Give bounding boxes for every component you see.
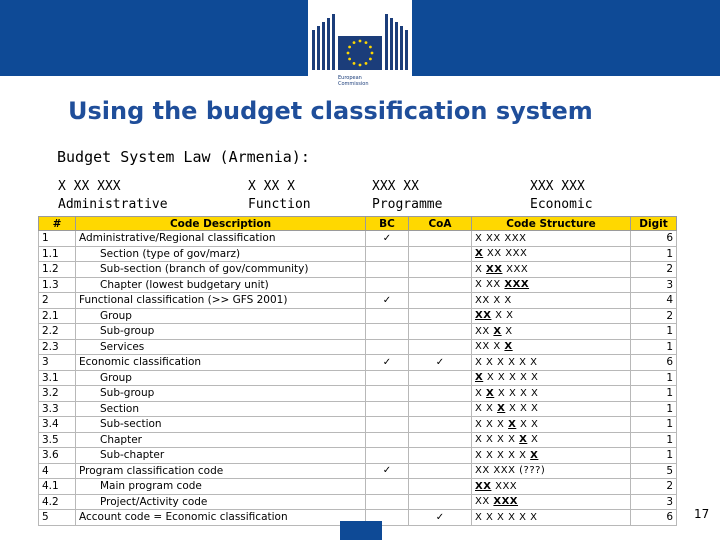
row-number: 4.2 xyxy=(39,494,76,510)
bc-check xyxy=(366,308,409,324)
row-number: 3.6 xyxy=(39,448,76,464)
code-highlight: X xyxy=(486,387,495,399)
code-prefix: X XX XXX xyxy=(475,232,527,244)
row-digit: 5 xyxy=(631,463,677,479)
row-description: Section (type of gov/marz) xyxy=(76,246,366,262)
code-prefix: XX xyxy=(475,325,494,337)
row-description: Functional classification (>> GFS 2001) xyxy=(76,293,366,309)
coa-check xyxy=(409,231,472,247)
table-row xyxy=(39,370,677,386)
table-row xyxy=(39,448,677,464)
code-structure xyxy=(472,277,631,293)
bc-check xyxy=(366,463,409,479)
code-highlight: XXX xyxy=(504,279,530,291)
code-prefix: X X X X X X xyxy=(475,511,538,523)
row-description: Sub-section xyxy=(76,417,366,433)
coa-check xyxy=(409,494,472,510)
label-code: XXX XXX xyxy=(530,179,585,194)
row-description: Chapter xyxy=(76,432,366,448)
code-structure xyxy=(472,510,631,526)
bc-check xyxy=(366,324,409,340)
row-number: 3.4 xyxy=(39,417,76,433)
row-number: 2 xyxy=(39,293,76,309)
code-suffix: XXX xyxy=(502,263,529,275)
table-row xyxy=(39,308,677,324)
code-highlight: X xyxy=(475,248,484,260)
row-number: 4 xyxy=(39,463,76,479)
coa-check xyxy=(409,448,472,464)
row-number: 2.3 xyxy=(39,339,76,355)
row-description: Section xyxy=(76,401,366,417)
row-number: 1.2 xyxy=(39,262,76,278)
row-digit: 6 xyxy=(631,231,677,247)
row-number: 2.1 xyxy=(39,308,76,324)
row-digit: 1 xyxy=(631,246,677,262)
row-digit: 1 xyxy=(631,386,677,402)
row-digit: 6 xyxy=(631,510,677,526)
bc-check xyxy=(366,355,409,371)
footer-bar xyxy=(340,521,382,540)
table-row xyxy=(39,324,677,340)
table-row xyxy=(39,339,677,355)
code-structure xyxy=(472,417,631,433)
coa-check xyxy=(409,401,472,417)
table-body xyxy=(39,231,677,526)
code-prefix: X X X X xyxy=(475,434,520,446)
table-row xyxy=(39,355,677,371)
bc-check xyxy=(366,370,409,386)
code-suffix: X X xyxy=(516,418,539,430)
bc-check xyxy=(366,479,409,495)
coa-check xyxy=(409,293,472,309)
code-structure xyxy=(472,386,631,402)
check-icon: ✓ xyxy=(435,511,445,523)
bc-check xyxy=(366,277,409,293)
check-icon: ✓ xyxy=(382,232,392,244)
slide-title: Using the budget classification system xyxy=(68,97,593,125)
bc-check xyxy=(366,293,409,309)
table-row xyxy=(39,401,677,417)
row-number: 3.2 xyxy=(39,386,76,402)
row-description: Sub-group xyxy=(76,386,366,402)
label-programme xyxy=(372,178,442,214)
row-description: Sub-section (branch of gov/community) xyxy=(76,262,366,278)
code-highlight: XXX xyxy=(493,496,519,508)
row-digit: 1 xyxy=(631,448,677,464)
label-code: XXX XX xyxy=(372,179,419,194)
coa-check xyxy=(409,308,472,324)
row-digit: 1 xyxy=(631,339,677,355)
check-icon: ✓ xyxy=(382,294,392,306)
coa-check xyxy=(409,355,472,371)
row-description: Group xyxy=(76,308,366,324)
header-num: # xyxy=(39,217,76,231)
row-number: 5 xyxy=(39,510,76,526)
coa-check xyxy=(409,479,472,495)
label-name: Administrative xyxy=(58,197,168,212)
bc-check xyxy=(366,262,409,278)
coa-check xyxy=(409,463,472,479)
label-code: X XX XXX xyxy=(58,179,121,194)
row-digit: 1 xyxy=(631,370,677,386)
row-description: Main program code xyxy=(76,479,366,495)
label-economic xyxy=(530,178,593,214)
coa-check xyxy=(409,417,472,433)
row-description: Account code = Economic classification xyxy=(76,510,366,526)
code-suffix: X X X X xyxy=(494,387,539,399)
row-description: Project/Activity code xyxy=(76,494,366,510)
table-row xyxy=(39,432,677,448)
row-digit: 2 xyxy=(631,262,677,278)
code-highlight: X xyxy=(519,434,528,446)
code-highlight: XX xyxy=(486,263,503,275)
code-prefix: XX X xyxy=(475,341,505,353)
code-suffix: X X xyxy=(491,310,514,322)
code-structure xyxy=(472,324,631,340)
table-row xyxy=(39,479,677,495)
page-number: 17 xyxy=(694,507,710,521)
coa-check xyxy=(409,262,472,278)
code-prefix: X xyxy=(475,263,487,275)
header-coa: CoA xyxy=(409,217,472,231)
bc-check xyxy=(366,246,409,262)
code-highlight: X xyxy=(475,372,484,384)
bc-check xyxy=(366,386,409,402)
code-structure xyxy=(472,370,631,386)
row-digit: 2 xyxy=(631,308,677,324)
slide-subtitle: Budget System Law (Armenia): xyxy=(57,148,310,166)
code-suffix: XXX xyxy=(491,480,518,492)
code-highlight: XX xyxy=(475,310,492,322)
code-suffix: X xyxy=(527,434,539,446)
code-suffix: XX XXX xyxy=(483,248,528,260)
code-prefix: X X X xyxy=(475,418,509,430)
bc-check xyxy=(366,432,409,448)
code-structure xyxy=(472,231,631,247)
table-row xyxy=(39,277,677,293)
row-digit: 4 xyxy=(631,293,677,309)
label-name: Economic xyxy=(530,197,593,212)
code-structure xyxy=(472,494,631,510)
coa-check xyxy=(409,324,472,340)
row-digit: 1 xyxy=(631,401,677,417)
row-description: Group xyxy=(76,370,366,386)
row-description: Services xyxy=(76,339,366,355)
code-prefix: XX XXX (???) xyxy=(475,465,546,477)
code-prefix: X xyxy=(475,387,487,399)
check-icon: ✓ xyxy=(382,356,392,368)
check-icon: ✓ xyxy=(435,356,445,368)
code-structure xyxy=(472,432,631,448)
org-name xyxy=(338,75,388,87)
code-structure xyxy=(472,401,631,417)
coa-check xyxy=(409,386,472,402)
row-number: 1.3 xyxy=(39,277,76,293)
row-digit: 2 xyxy=(631,479,677,495)
header-code-structure: Code Structure xyxy=(472,217,631,231)
label-name: Function xyxy=(248,197,311,212)
header-bc: BC xyxy=(366,217,409,231)
row-number: 3.1 xyxy=(39,370,76,386)
row-description: Administrative/Regional classification xyxy=(76,231,366,247)
table-row xyxy=(39,386,677,402)
code-suffix: X xyxy=(501,325,513,337)
table-row xyxy=(39,417,677,433)
org-line-1: European xyxy=(338,75,362,81)
code-suffix: X X X xyxy=(505,403,539,415)
check-icon: ✓ xyxy=(382,465,392,477)
code-structure xyxy=(472,293,631,309)
table-row xyxy=(39,246,677,262)
table-row xyxy=(39,231,677,247)
code-structure xyxy=(472,339,631,355)
code-prefix: XX xyxy=(475,496,494,508)
code-suffix: X X X X X xyxy=(483,372,539,384)
code-structure xyxy=(472,355,631,371)
row-number: 3.5 xyxy=(39,432,76,448)
org-line-2: Commission xyxy=(338,81,369,87)
row-digit: 1 xyxy=(631,324,677,340)
code-highlight: X xyxy=(508,418,517,430)
code-prefix: XX X X xyxy=(475,294,512,306)
code-prefix: X X X X X X xyxy=(475,356,538,368)
code-structure xyxy=(472,448,631,464)
code-structure xyxy=(472,479,631,495)
table-row xyxy=(39,262,677,278)
code-highlight: X xyxy=(497,403,506,415)
table-row xyxy=(39,293,677,309)
row-digit: 1 xyxy=(631,432,677,448)
row-digit: 3 xyxy=(631,494,677,510)
table-row xyxy=(39,494,677,510)
code-prefix: X X X X X xyxy=(475,449,531,461)
coa-check xyxy=(409,246,472,262)
row-description: Program classification code xyxy=(76,463,366,479)
code-structure xyxy=(472,262,631,278)
bc-check xyxy=(366,494,409,510)
coa-check xyxy=(409,510,472,526)
row-number: 4.1 xyxy=(39,479,76,495)
row-description: Sub-chapter xyxy=(76,448,366,464)
row-digit: 1 xyxy=(631,417,677,433)
label-code: X XX X xyxy=(248,179,295,194)
header-digit: Digit xyxy=(631,217,677,231)
row-digit: 3 xyxy=(631,277,677,293)
label-name: Programme xyxy=(372,197,443,212)
code-highlight: X xyxy=(493,325,502,337)
code-prefix: X XX xyxy=(475,279,505,291)
code-highlight: X xyxy=(530,449,539,461)
label-function xyxy=(248,178,311,214)
row-digit: 6 xyxy=(631,355,677,371)
row-number: 1.1 xyxy=(39,246,76,262)
classification-table xyxy=(38,216,677,526)
coa-check xyxy=(409,370,472,386)
coa-check xyxy=(409,432,472,448)
row-number: 2.2 xyxy=(39,324,76,340)
table-header-row xyxy=(39,217,677,231)
code-highlight: X xyxy=(504,341,513,353)
coa-check xyxy=(409,277,472,293)
row-number: 1 xyxy=(39,231,76,247)
code-structure xyxy=(472,463,631,479)
code-prefix: X X xyxy=(475,403,498,415)
bc-check xyxy=(366,339,409,355)
row-number: 3.3 xyxy=(39,401,76,417)
bc-check xyxy=(366,231,409,247)
row-number: 3 xyxy=(39,355,76,371)
row-description: Economic classification xyxy=(76,355,366,371)
label-administrative xyxy=(58,178,168,214)
header-code-description: Code Description xyxy=(76,217,366,231)
code-structure xyxy=(472,246,631,262)
row-description: Chapter (lowest budgetary unit) xyxy=(76,277,366,293)
table-row xyxy=(39,463,677,479)
bc-check xyxy=(366,448,409,464)
row-description: Sub-group xyxy=(76,324,366,340)
bc-check xyxy=(366,417,409,433)
coa-check xyxy=(409,339,472,355)
bc-check xyxy=(366,401,409,417)
code-structure xyxy=(472,308,631,324)
code-highlight: XX xyxy=(475,480,492,492)
